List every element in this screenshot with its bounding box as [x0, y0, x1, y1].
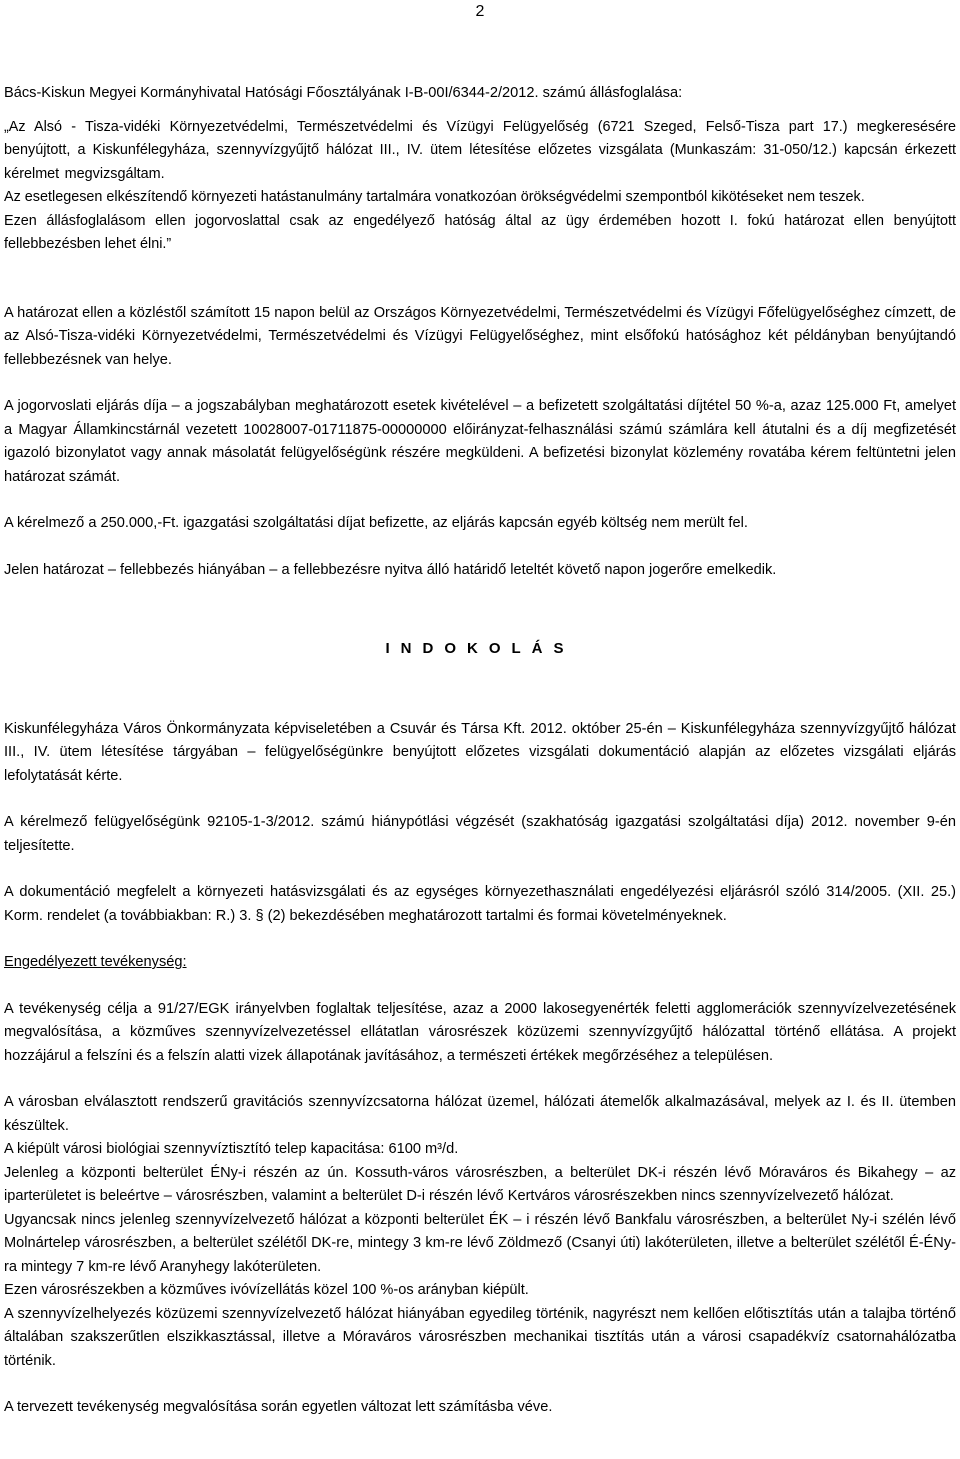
finality-paragraph: Jelen határozat – fellebbezés hiányában – a fellebbezésre nyitva álló határidő leteltét követő napon jogerőre emelkedik.	[4, 561, 777, 578]
quote-paragraph: „Az Alsó - Tisza-vidéki Környezetvédelmi, Természetvédelmi és Vízügyi Felügyelőség (6721 Szeged, Felső-Tisza part 17.) megkeresésére benyújtott, a Kiskunfélegyháza, szennyvízgyűjtő hálózat III., IV. ütem létesítése előzetes vizsgálata (Munkaszám: 31-050/12.) kapcsán érkezett kérelmet megvizsgáltam.	[4, 118, 956, 182]
appeal-paragraph: A határozat ellen a közléstől számított 15 napon belül az Országos Környezetvédelmi, Természetvédelmi és Vízügyi Főfelügyelőséghez címzett, de az Alsó-Tisza-vidéki Környezetvédelmi, Természetvédelmi és Vízügyi Felügyelőséghez, mint elsőfokú hatósághoz két példányban benyújtandó fellebbezésnek van helye.	[4, 304, 956, 368]
final-paragraph: A tervezett tevékenység megvalósítása során egyetlen változat lett számításba véve.	[4, 1399, 553, 1415]
details-block	[4, 1091, 956, 1373]
quote-paragraph: Az esetlegesen elkészítendő környezeti hatástanulmány tartalmára vonatkozóan örökségvédelmi szempontból kikötéseket nem teszek.	[4, 189, 865, 205]
detail-paragraph: A szennyvízelhelyezés közüzemi szennyvízelvezető hálózat hiányában egyedileg történik, nagyrészt nem kellően előtisztítás után a talajba történő általában szakszerűtlen elszikkasztással, illetve a Móraváros városrészben mechanikai tisztítás után a városi csapadékvíz csatornahálózatba történik.	[4, 1305, 956, 1369]
detail-paragraph: Ezen városrészekben a közműves ivóvízellátás közel 100 %-os arányban kiépült.	[4, 1282, 529, 1298]
detail-paragraph: Ugyancsak nincs jelenleg szennyvízelvezető hálózat a központi belterület ÉK – i részén lévő Bankfalu városrészben, a belterület Ny-i szélén lévő Molnártelep városrészben, a belterület szélétől DK-re, mintegy 3 km-re lévő Zöldmező (Csanyi úti) lakóterületen, illetve a belterület szélétől É-ÉNy-ra mintegy 7 km-re lévő Aranyhegy lakóterületen.	[4, 1211, 956, 1275]
payment-paragraph: A kérelmező a 250.000,-Ft. igazgatási szolgáltatási díjat befizette, az eljárás kapcsán egyéb költség nem merült fel.	[4, 515, 748, 531]
document-body	[4, 82, 956, 1420]
deficiency-paragraph: A kérelmező felügyelőségünk 92105-1-3/2012. számú hiánypótlási végzését (szakhatóság igazgatási szolgáltatási díja) 2012. november 9-én teljesítette.	[4, 814, 956, 854]
fee-paragraph: A jogorvoslati eljárás díja – a jogszabályban meghatározott esetek kivételével – a befizetett szolgáltatási díjtétel 50 %-a, azaz 125.000 Ft, amelyet a Magyar Államkincstárnál vezetett 10028007-01711875-00000000 előirányzat-felhasználási számú számlára kell átutalni és a díj megfizetését igazoló bizonylatot vagy annak másolatát felügyelőségünk részére megküldeni. A befizetési bizonylat közlemény rovatába kérem feltüntetni jelen határozat számát.	[4, 398, 956, 485]
quote-paragraph: Ezen állásfoglalásom ellen jogorvoslattal csak az engedélyező hatóság által az ügy érdemében hozott I. fokú határozat ellen benyújtott fellebbezésben lehet élni.”	[4, 212, 956, 252]
activity-paragraph: A tevékenység célja a 91/27/EGK irányelvben foglaltak teljesítése, azaz a 2000 lakosegyenérték feletti agglomerációk szennyvízelvezetésének megvalósítása, a közműves szennyvízelvezetéssel ellátatlan városrészek közüzemi szennyvízgyűjtő hálózattal történő ellátása. A projekt hozzájárul a felszíni és a felszín alatti vizek állapotának javításához, a természeti értékek megőrzéséhez a településen.	[4, 1000, 956, 1064]
section-heading: Engedélyezett tevékenység:	[4, 954, 187, 970]
detail-paragraph: A városban elválasztott rendszerű gravitációs szennyvízcsatorna hálózat üzemel, hálózati átemelők alkalmazásával, melyek az I. és II. ütemben készültek.	[4, 1094, 956, 1134]
detail-paragraph: A kiépült városi biológiai szennyvíztisztító telep kapacitása: 6100 m³/d.	[4, 1141, 459, 1157]
stance-title: Bács-Kiskun Megyei Kormányhivatal Hatósági Főosztályának I-B-00I/6344-2/2012. számú állásfoglalása:	[4, 85, 683, 101]
detail-paragraph: Jelenleg a központi belterület ÉNy-i részén az ún. Kossuth-város városrészben, a belterület DK-i részén lévő Móraváros és Bikahegy – az iparterületet is beleértve – városrészben, valamint a belterület D-i részén lévő Kertváros városrészekben nincs szennyvízelvezető hálózat.	[4, 1164, 956, 1204]
justification-heading: INDOKOLÁS	[385, 640, 575, 657]
page-number: 2	[475, 3, 485, 20]
documentation-paragraph: A dokumentáció megfelelt a környezeti hatásvizsgálati és az egységes környezethasználati engedélyezési eljárásról szóló 314/2005. (XII. 25.) Korm. rendelet (a továbbiakban: R.) 3. § (2) bekezdésében meghatározott tartalmi és formai követelményeknek.	[4, 884, 956, 924]
request-paragraph: Kiskunfélegyháza Város Önkormányzata képviseletében a Csuvár és Társa Kft. 2012. október 25-én – Kiskunfélegyháza szennyvízgyűjtő hálózat III., IV. ütem létesítése tárgyában – felügyelőségünkre benyújtott előzetes vizsgálati dokumentáció alapján az előzetes vizsgálati eljárás lefolytatását kérte.	[4, 720, 956, 784]
quoted-stance	[4, 116, 956, 257]
